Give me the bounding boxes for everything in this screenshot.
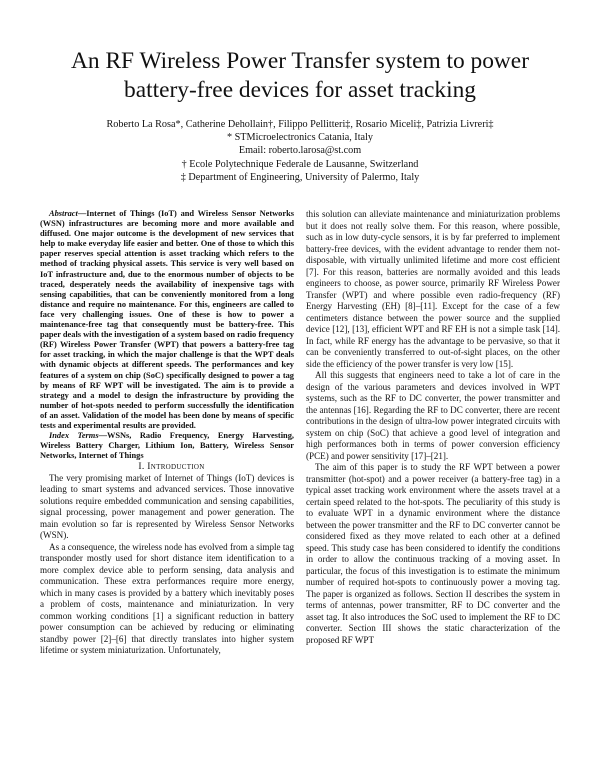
author-email: Email: roberto.larosa@st.com (238, 145, 362, 157)
intro-paragraph-2: As a consequence, the wireless node has evolved from a simple tag transponder mostly used for short distance item identification to a more complex device able to perform sensing, data analysis and communication. These extra performances require more energy, which in many cases is provided by a battery which inevitably poses a problem of costs, maintenance and miniaturization. In very common working conditions [1] a significant reduction in battery power consumption can be achieved by reducing or eliminating standby power [2]–[6] that directly translates into higher system lifetime or system miniaturization. Unfortunately, (40, 541, 294, 656)
affiliation-st: * STMicroelectronics Catania, Italy (227, 132, 373, 144)
intro-paragraph-4: All this suggests that engineers need to take a lot of care in the design of the various parameters and devices involved in WPT systems, such as the RF to DC converter, the power transmitter and the antennas [16]. Regarding the RF to DC converter, there are recent contributions in the design of ultra-low power integrated circuits with system on chip (SoC) that achieve a good level of integration and high performances both in terms of power conversion efficiency (PCE) and power sensitivity [17]–[21]. (306, 370, 560, 461)
left-column (40, 209, 294, 657)
author-block (40, 118, 560, 184)
abstract-label: Abstract (49, 209, 78, 218)
intro-paragraph-3: this solution can alleviate maintenance and miniaturization problems but it does not really solve them. For this reason, where possible, such as in low duty-cycle sensors, it is by far preferred to implement battery-free devices, with the evident advantage to render them not-disposable, with virtually unlimited lifetime and more cost efficient [7]. For this reason, batteries are normally avoided and this leads engineers to choose, as power source, primarily RF Wireless Power Transfer (WPT) and where possible even radio-frequency (RF) Energy Harvesting (EH) [8]–[11]. Except for the case of a few centimeters distance between the power source and the supplied device [12], [13], efficient WPT and RF EH is not a simple task [14]. In fact, while RF energy has the advantage to be pervasive, so that it can be conveniently transferred to out-of-sight places, on the other side the efficiency of the power transfer is very low [15]. (306, 209, 560, 369)
affiliation-palermo: ‡ Department of Engineering, University of Palermo, Italy (180, 171, 420, 183)
abstract-text: —Internet of Things (IoT) and Wireless Sensor Networks (WSN) infrastructures are becoming more and more available and diffused. One major outcome is the development of new services that help to make everyday life easier and better. One of those to which this paper reserves special attention is asset tracking which refers to the method of tracking physical assets. This service is very well based on IoT infrastructure and, due to the enormous number of objects to be traced, desperately needs the availability of inexpensive tags with sensing capabilities, that can be conveniently monitored from a long distance and require no maintenance. For this, engineers are called to face very challenging issues. One of these is how to power a maintenance-free tag that consequently must be battery-free. This paper deals with the investigation of a system based on radio frequency (RF) Wireless Power Transfer (WPT) that powers a battery-free tag for asset tracking, in which the major challenge is that the WPT deals with dynamic objects at different speeds. The performances and key features of a system on chip (SoC) specifically designed to power a tag by means of RF WPT will be investigated. The aim is to provide a strategy and a model to design the infrastructure by providing the number of hot-spots needed to perform successfully the identification of an asset. Validation of the model has been done by means of specific tests and experimental results are provided. (40, 209, 294, 430)
author-list: Roberto La Rosa*, Catherine Dehollain†, Filippo Pellitteri‡, Rosario Miceli‡, Patrizia Livreri‡ (106, 119, 494, 130)
paper-title: An RF Wireless Power Transfer system to power battery-free devices for asset tracking (71, 48, 529, 103)
index-terms-label: Index Terms (49, 431, 99, 441)
index-terms (40, 431, 294, 461)
index-terms-text: —WSNs, Radio Frequency, Energy Harvesting, Wireless Battery Charger, Lithium Ion, Battery, Wireless Sensor Networks, Internet of Things (40, 431, 294, 461)
intro-paragraph-1: The very promising market of Internet of Things (IoT) devices is leading to smart systems and advanced services. Those innovative solutions require embedded communication and sensing capabilities, signal processing, power management and power generation. The main evolution so far is represented by Wireless Sensor Networks (WSN). (40, 472, 294, 541)
section-numeral: I. (138, 461, 145, 473)
section-title: Introduction (147, 461, 205, 473)
right-column (306, 209, 560, 646)
intro-paragraph-5: The aim of this paper is to study the RF WPT between a power transmitter (hot-spot) and a power receiver (a battery-free tag) in a typical asset tracking work environment where the assets travel at a certain speed related to the hot-spots. The peculiarity of this study is to evaluate WPT in a dynamic environment where the distance between the power transmitter and the RF to DC converter cannot be considered fixed as they move related to each other at a defined speed. This study case has been considered to identify the conditions in order to allow the continuous tracking of a moving asset. In particular, the focus of this investigation is to estimate the minimum number of required hot-spots to continuously power a moving tag. The paper is organized as follows. Section II describes the system in terms of antennas, power transmitter, RF to DC converter and the asset tag. It also introduces the SoC used to implement the RF to DC converter. Section III shows the static characterization of the proposed RF WPT (306, 462, 560, 645)
section-heading-introduction (40, 461, 294, 473)
affiliation-epfl: † Ecole Polytechnique Federale de Lausanne, Switzerland (181, 158, 419, 170)
abstract (40, 209, 294, 431)
